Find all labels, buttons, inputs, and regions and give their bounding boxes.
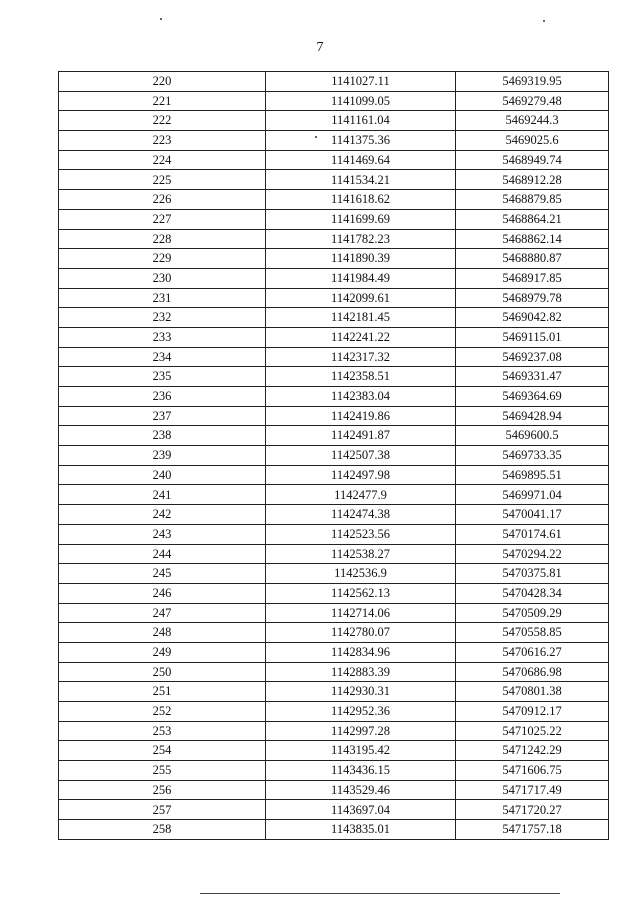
table-row xyxy=(59,485,609,505)
x-coordinate-cell: 1142491.87 xyxy=(266,426,456,446)
point-number-cell: 239 xyxy=(59,446,266,466)
y-coordinate-cell: 5470912.17 xyxy=(456,702,609,722)
x-coordinate-cell: 1141890.39 xyxy=(266,249,456,269)
x-coordinate-cell: 1141699.69 xyxy=(266,209,456,229)
y-coordinate-cell: 5468979.78 xyxy=(456,288,609,308)
table-row xyxy=(59,308,609,328)
y-coordinate-cell: 5469428.94 xyxy=(456,406,609,426)
x-coordinate-cell: 1141027.11 xyxy=(266,72,456,92)
table-row xyxy=(59,524,609,544)
table-row xyxy=(59,426,609,446)
point-number-cell: 232 xyxy=(59,308,266,328)
table-row xyxy=(59,761,609,781)
point-number-cell: 247 xyxy=(59,603,266,623)
x-coordinate-cell: 1142538.27 xyxy=(266,544,456,564)
x-coordinate-cell: 1142997.28 xyxy=(266,721,456,741)
point-number-cell: 254 xyxy=(59,741,266,761)
x-coordinate-cell: 1142241.22 xyxy=(266,327,456,347)
table-row xyxy=(59,623,609,643)
point-number-cell: 245 xyxy=(59,564,266,584)
x-coordinate-cell: 1141984.49 xyxy=(266,268,456,288)
point-number-cell: 238 xyxy=(59,426,266,446)
table-row xyxy=(59,91,609,111)
y-coordinate-cell: 5469733.35 xyxy=(456,446,609,466)
x-coordinate-cell: 1142419.86 xyxy=(266,406,456,426)
x-coordinate-cell: 1142383.04 xyxy=(266,387,456,407)
table-row xyxy=(59,544,609,564)
y-coordinate-cell: 5471242.29 xyxy=(456,741,609,761)
point-number-cell: 241 xyxy=(59,485,266,505)
x-coordinate-cell: 1141534.21 xyxy=(266,170,456,190)
y-coordinate-cell: 5471606.75 xyxy=(456,761,609,781)
table-row xyxy=(59,387,609,407)
table-row xyxy=(59,446,609,466)
point-number-cell: 236 xyxy=(59,387,266,407)
point-number-cell: 233 xyxy=(59,327,266,347)
y-coordinate-cell: 5469331.47 xyxy=(456,367,609,387)
x-coordinate-cell: 1143697.04 xyxy=(266,800,456,820)
x-coordinate-cell: 1142358.51 xyxy=(266,367,456,387)
y-coordinate-cell: 5468949.74 xyxy=(456,150,609,170)
table-row xyxy=(59,209,609,229)
y-coordinate-cell: 5468864.21 xyxy=(456,209,609,229)
x-coordinate-cell: 1141375.36 xyxy=(266,131,456,151)
x-coordinate-cell: 1141099.05 xyxy=(266,91,456,111)
table-row xyxy=(59,72,609,92)
table-row xyxy=(59,170,609,190)
point-number-cell: 243 xyxy=(59,524,266,544)
table-row xyxy=(59,603,609,623)
point-number-cell: 221 xyxy=(59,91,266,111)
y-coordinate-cell: 5470174.61 xyxy=(456,524,609,544)
table-row xyxy=(59,131,609,151)
x-coordinate-cell: 1142523.56 xyxy=(266,524,456,544)
table-row xyxy=(59,682,609,702)
y-coordinate-cell: 5469237.08 xyxy=(456,347,609,367)
page-number: 7 xyxy=(316,40,324,55)
table-row xyxy=(59,327,609,347)
x-coordinate-cell: 1142714.06 xyxy=(266,603,456,623)
y-coordinate-cell: 5469600.5 xyxy=(456,426,609,446)
table-row xyxy=(59,465,609,485)
x-coordinate-cell: 1143195.42 xyxy=(266,741,456,761)
point-number-cell: 237 xyxy=(59,406,266,426)
y-coordinate-cell: 5471720.27 xyxy=(456,800,609,820)
table-row xyxy=(59,229,609,249)
x-coordinate-cell: 1142883.39 xyxy=(266,662,456,682)
table-row xyxy=(59,150,609,170)
y-coordinate-cell: 5470428.34 xyxy=(456,583,609,603)
y-coordinate-cell: 5469244.3 xyxy=(456,111,609,131)
coordinates-table xyxy=(58,71,609,840)
y-coordinate-cell: 5468879.85 xyxy=(456,190,609,210)
y-coordinate-cell: 5469115.01 xyxy=(456,327,609,347)
point-number-cell: 240 xyxy=(59,465,266,485)
x-coordinate-cell: 1142317.32 xyxy=(266,347,456,367)
table-row xyxy=(59,406,609,426)
table-row xyxy=(59,721,609,741)
point-number-cell: 222 xyxy=(59,111,266,131)
point-number-cell: 234 xyxy=(59,347,266,367)
point-number-cell: 230 xyxy=(59,268,266,288)
x-coordinate-cell: 1143835.01 xyxy=(266,820,456,840)
x-coordinate-cell: 1142930.31 xyxy=(266,682,456,702)
table-row xyxy=(59,347,609,367)
scan-speck xyxy=(315,136,317,138)
point-number-cell: 227 xyxy=(59,209,266,229)
x-coordinate-cell: 1143529.46 xyxy=(266,780,456,800)
table-row xyxy=(59,190,609,210)
point-number-cell: 244 xyxy=(59,544,266,564)
x-coordinate-cell: 1141618.62 xyxy=(266,190,456,210)
point-number-cell: 246 xyxy=(59,583,266,603)
y-coordinate-cell: 5470041.17 xyxy=(456,505,609,525)
y-coordinate-cell: 5469895.51 xyxy=(456,465,609,485)
point-number-cell: 226 xyxy=(59,190,266,210)
point-number-cell: 256 xyxy=(59,780,266,800)
x-coordinate-cell: 1141469.64 xyxy=(266,150,456,170)
point-number-cell: 249 xyxy=(59,642,266,662)
point-number-cell: 251 xyxy=(59,682,266,702)
point-number-cell: 231 xyxy=(59,288,266,308)
x-coordinate-cell: 1142181.45 xyxy=(266,308,456,328)
table-row xyxy=(59,662,609,682)
point-number-cell: 235 xyxy=(59,367,266,387)
point-number-cell: 250 xyxy=(59,662,266,682)
y-coordinate-cell: 5468912.28 xyxy=(456,170,609,190)
y-coordinate-cell: 5468917.85 xyxy=(456,268,609,288)
point-number-cell: 248 xyxy=(59,623,266,643)
y-coordinate-cell: 5471757.18 xyxy=(456,820,609,840)
x-coordinate-cell: 1142099.61 xyxy=(266,288,456,308)
x-coordinate-cell: 1142780.07 xyxy=(266,623,456,643)
x-coordinate-cell: 1142834.96 xyxy=(266,642,456,662)
scan-speck xyxy=(543,20,545,22)
x-coordinate-cell: 1142477.9 xyxy=(266,485,456,505)
y-coordinate-cell: 5469319.95 xyxy=(456,72,609,92)
scan-speck xyxy=(160,18,162,20)
table-row xyxy=(59,367,609,387)
point-number-cell: 229 xyxy=(59,249,266,269)
y-coordinate-cell: 5469042.82 xyxy=(456,308,609,328)
x-coordinate-cell: 1142562.13 xyxy=(266,583,456,603)
x-coordinate-cell: 1142507.38 xyxy=(266,446,456,466)
point-number-cell: 257 xyxy=(59,800,266,820)
point-number-cell: 228 xyxy=(59,229,266,249)
point-number-cell: 225 xyxy=(59,170,266,190)
x-coordinate-cell: 1143436.15 xyxy=(266,761,456,781)
table-row xyxy=(59,249,609,269)
table-row xyxy=(59,800,609,820)
point-number-cell: 224 xyxy=(59,150,266,170)
x-coordinate-cell: 1142536.9 xyxy=(266,564,456,584)
table-row xyxy=(59,702,609,722)
table-row xyxy=(59,741,609,761)
point-number-cell: 242 xyxy=(59,505,266,525)
bottom-rule xyxy=(200,893,560,894)
y-coordinate-cell: 5469364.69 xyxy=(456,387,609,407)
table-row xyxy=(59,642,609,662)
table-row xyxy=(59,780,609,800)
table-row xyxy=(59,820,609,840)
point-number-cell: 258 xyxy=(59,820,266,840)
point-number-cell: 223 xyxy=(59,131,266,151)
y-coordinate-cell: 5471717.49 xyxy=(456,780,609,800)
y-coordinate-cell: 5470375.81 xyxy=(456,564,609,584)
table-row xyxy=(59,505,609,525)
y-coordinate-cell: 5469025.6 xyxy=(456,131,609,151)
y-coordinate-cell: 5470686.98 xyxy=(456,662,609,682)
point-number-cell: 255 xyxy=(59,761,266,781)
table-row xyxy=(59,268,609,288)
y-coordinate-cell: 5470509.29 xyxy=(456,603,609,623)
x-coordinate-cell: 1141161.04 xyxy=(266,111,456,131)
y-coordinate-cell: 5470294.22 xyxy=(456,544,609,564)
y-coordinate-cell: 5468862.14 xyxy=(456,229,609,249)
table-row xyxy=(59,583,609,603)
table-row xyxy=(59,564,609,584)
x-coordinate-cell: 1142952.36 xyxy=(266,702,456,722)
point-number-cell: 253 xyxy=(59,721,266,741)
point-number-cell: 252 xyxy=(59,702,266,722)
table-row xyxy=(59,111,609,131)
table-body xyxy=(59,72,609,840)
y-coordinate-cell: 5469971.04 xyxy=(456,485,609,505)
y-coordinate-cell: 5469279.48 xyxy=(456,91,609,111)
y-coordinate-cell: 5470801.38 xyxy=(456,682,609,702)
point-number-cell: 220 xyxy=(59,72,266,92)
x-coordinate-cell: 1141782.23 xyxy=(266,229,456,249)
y-coordinate-cell: 5470558.85 xyxy=(456,623,609,643)
y-coordinate-cell: 5471025.22 xyxy=(456,721,609,741)
x-coordinate-cell: 1142497.98 xyxy=(266,465,456,485)
y-coordinate-cell: 5470616.27 xyxy=(456,642,609,662)
table-row xyxy=(59,288,609,308)
y-coordinate-cell: 5468880.87 xyxy=(456,249,609,269)
x-coordinate-cell: 1142474.38 xyxy=(266,505,456,525)
